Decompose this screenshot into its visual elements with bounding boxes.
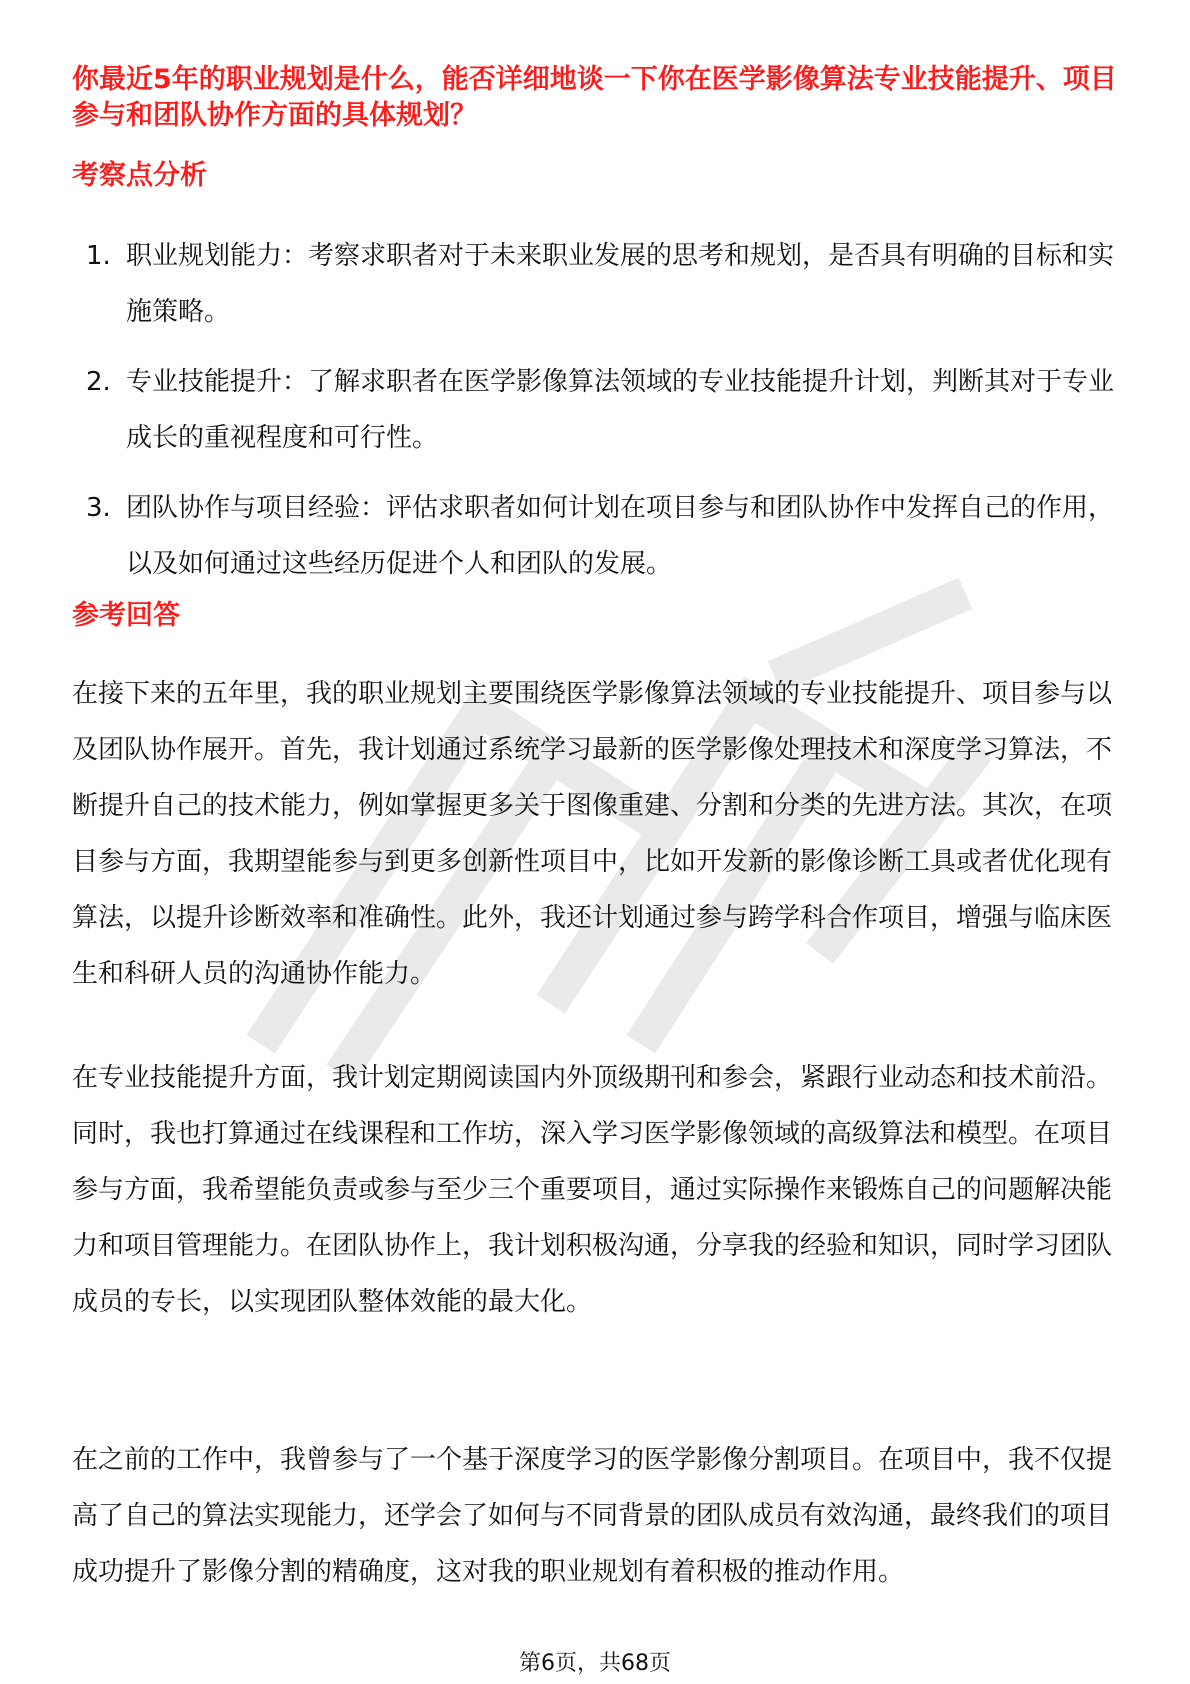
list-item	[72, 228, 1132, 340]
list-item-number: 1.	[86, 241, 111, 271]
answer-paragraph: 在专业技能提升方面，我计划定期阅读国内外顶级期刊和参会，紧跟行业动态和技术前沿。同时，我也打算通过在线课程和工作坊，深入学习医学影像领域的高级算法和模型。在项目参与方面，我希望能负责或参与至少三个重要项目，通过实际操作来锻炼自己的问题解决能力和项目管理能力。在团队协作上，我计划积极沟通，分享我的经验和知识，同时学习团队成员的专长，以实现团队整体效能的最大化。	[72, 1063, 1113, 1317]
list-item-text: 团队协作与项目经验：评估求职者如何计划在项目参与和团队协作中发挥自己的作用，以及如何通过这些经历促进个人和团队的发展。	[126, 493, 1115, 579]
list-item-text: 专业技能提升：了解求职者在医学影像算法领域的专业技能提升计划，判断其对于专业成长的重视程度和可行性。	[126, 367, 1115, 453]
list-item-text: 职业规划能力：考察求职者对于未来职业发展的思考和规划，是否具有明确的目标和实施策略。	[126, 241, 1115, 327]
question-heading: 你最近5年的职业规划是什么，能否详细地谈一下你在医学影像算法专业技能提升、项目参与和团队协作方面的具体规划？	[72, 64, 1117, 131]
list-item	[72, 480, 1132, 592]
answer-paragraph: 在之前的工作中，我曾参与了一个基于深度学习的医学影像分割项目。在项目中，我不仅提高了自己的算法实现能力，还学会了如何与不同背景的团队成员有效沟通，最终我们的项目成功提升了影像分割的精确度，这对我的职业规划有着积极的推动作用。	[72, 1445, 1113, 1587]
analysis-list	[72, 228, 1132, 606]
analysis-section-title: 考察点分析	[72, 160, 207, 191]
list-item-number: 3.	[86, 493, 111, 523]
answer-paragraph: 在接下来的五年里，我的职业规划主要围绕医学影像算法领域的专业技能提升、项目参与以及团队协作展开。首先，我计划通过系统学习最新的医学影像处理技术和深度学习算法，不断提升自己的技术能力，例如掌握更多关于图像重建、分割和分类的先进方法。其次，在项目参与方面，我期望能参与到更多创新性项目中，比如开发新的影像诊断工具或者优化现有算法，以提升诊断效率和准确性。此外，我还计划通过参与跨学科合作项目，增强与临床医生和科研人员的沟通协作能力。	[72, 679, 1113, 989]
list-item-number: 2.	[86, 367, 111, 397]
answer-section-title: 参考回答	[72, 600, 180, 631]
list-item	[72, 354, 1132, 466]
page-number-footer: 第6页，共68页	[519, 1651, 671, 1676]
